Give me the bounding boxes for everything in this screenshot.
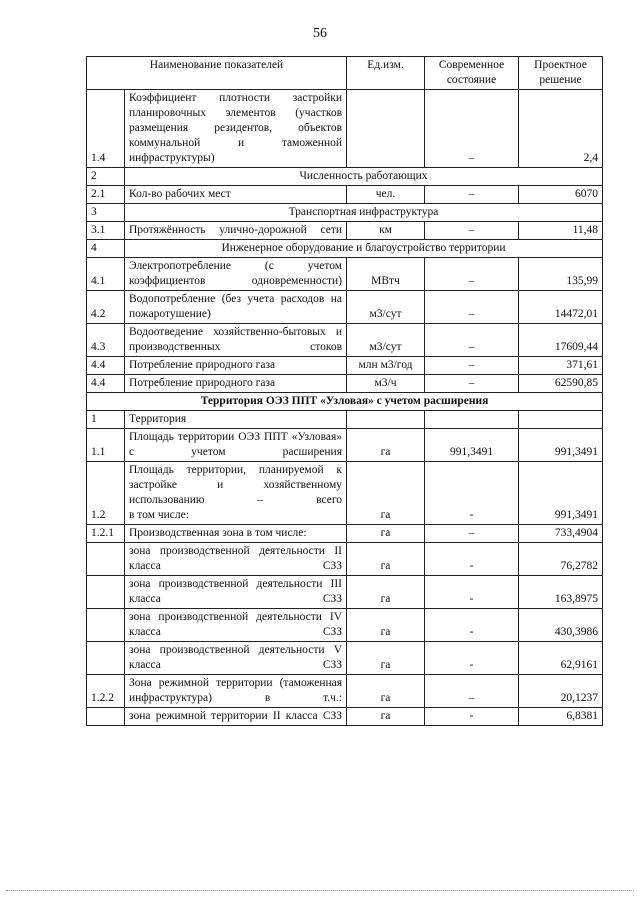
table-row <box>87 609 603 642</box>
row-project: 62,9161 <box>519 642 603 675</box>
row-current: - <box>425 609 519 642</box>
row-current: – <box>425 258 519 291</box>
row-current: - <box>425 462 519 525</box>
row-name-tail: в том числе: <box>129 509 189 521</box>
row-num: 4.1 <box>87 258 125 291</box>
table-row <box>87 222 603 240</box>
row-project: 371,61 <box>519 357 603 375</box>
row-project: 11,48 <box>519 222 603 240</box>
row-current: – <box>425 675 519 708</box>
row-project <box>519 411 603 429</box>
row-name: Электропотребление (с учетом коэффициентов одновременности) <box>125 258 347 291</box>
row-project: 163,8975 <box>519 576 603 609</box>
row-name: зона режимной территории II класса СЗЗ <box>125 708 347 726</box>
header-project: Проектное решение <box>519 57 603 90</box>
table-row <box>87 357 603 375</box>
section-title: Транспортная инфраструктура <box>125 204 603 222</box>
table-row <box>87 675 603 708</box>
row-unit: млн м3/год <box>347 357 425 375</box>
table-row <box>87 576 603 609</box>
table-row <box>87 543 603 576</box>
row-unit: га <box>347 429 425 462</box>
row-current: - <box>425 642 519 675</box>
row-name: Водопотребление (без учета расходов на пожаротушение) <box>125 291 347 324</box>
row-unit: чел. <box>347 186 425 204</box>
table-row <box>87 429 603 462</box>
row-unit: МВтч <box>347 258 425 291</box>
row-unit: га <box>347 642 425 675</box>
row-unit: га <box>347 462 425 525</box>
table-row <box>87 642 603 675</box>
row-name: зона производственной деятельности III класса СЗЗ <box>125 576 347 609</box>
row-num: 3.1 <box>87 222 125 240</box>
row-num: 4.3 <box>87 324 125 357</box>
row-name: Площадь территории, планируемой к застройке и хозяйственному использованию – всего <box>129 464 343 506</box>
row-num: 4.4 <box>87 375 125 393</box>
header-current: Современное состояние <box>425 57 519 90</box>
section-num: 2 <box>87 168 125 186</box>
table-row <box>87 525 603 543</box>
row-current: 991,3491 <box>425 429 519 462</box>
row-unit: га <box>347 708 425 726</box>
section-row <box>87 168 603 186</box>
row-name: зона производственной деятельности V класса СЗЗ <box>125 642 347 675</box>
row-project: 991,3491 <box>519 429 603 462</box>
row-num: 2.1 <box>87 186 125 204</box>
row-current: – <box>425 357 519 375</box>
row-unit: га <box>347 543 425 576</box>
row-unit: м3/сут <box>347 291 425 324</box>
row-name: Зона режимной территории (таможенная инфраструктура) в т.ч.: <box>125 675 347 708</box>
row-project: 6,8381 <box>519 708 603 726</box>
row-num: 4.4 <box>87 357 125 375</box>
section-num: 3 <box>87 204 125 222</box>
row-project: 430,3986 <box>519 609 603 642</box>
page-number: 56 <box>313 26 327 41</box>
section-row <box>87 240 603 258</box>
section-num: 4 <box>87 240 125 258</box>
table-row <box>87 411 603 429</box>
row-project: 76,2782 <box>519 543 603 576</box>
row-current <box>425 411 519 429</box>
table-row <box>87 324 603 357</box>
row-project: 991,3491 <box>519 462 603 525</box>
indicators-table <box>86 56 603 726</box>
row-current: – <box>425 186 519 204</box>
row-num <box>87 609 125 642</box>
header-unit: Ед.изм. <box>347 57 425 90</box>
row-unit: км <box>347 222 425 240</box>
row-current: – <box>425 324 519 357</box>
row-name: Потребление природного газа <box>125 375 347 393</box>
row-num: 1.1 <box>87 429 125 462</box>
section-row <box>87 204 603 222</box>
header-name: Наименование показателей <box>87 57 347 90</box>
table-row <box>87 90 603 168</box>
row-unit: га <box>347 609 425 642</box>
row-project: 17609,44 <box>519 324 603 357</box>
table-row <box>87 291 603 324</box>
table-row <box>87 462 603 525</box>
row-project: 20,1237 <box>519 675 603 708</box>
row-current: - <box>425 708 519 726</box>
section-title: Численность работающих <box>125 168 603 186</box>
row-project: 135,99 <box>519 258 603 291</box>
row-num: 1 <box>87 411 125 429</box>
row-current: – <box>425 222 519 240</box>
row-num: 1.2.1 <box>87 525 125 543</box>
row-unit: м3/сут <box>347 324 425 357</box>
row-num <box>87 543 125 576</box>
table-row <box>87 258 603 291</box>
row-name: Водоотведение хозяйственно-бытовых и производственных стоков <box>125 324 347 357</box>
row-unit <box>347 411 425 429</box>
row-num <box>87 642 125 675</box>
table-header-row <box>87 57 603 90</box>
row-project: 14472,01 <box>519 291 603 324</box>
row-num: 4.2 <box>87 291 125 324</box>
row-current: – <box>425 525 519 543</box>
row-num: 1.2.2 <box>87 675 125 708</box>
territory-heading: Территория ОЭЗ ППТ «Узловая» с учетом расширения <box>87 393 603 411</box>
row-name: Кол-во рабочих мест <box>125 186 347 204</box>
table-row <box>87 186 603 204</box>
row-current: – <box>425 375 519 393</box>
row-name: Территория <box>125 411 347 429</box>
section-title: Инженерное оборудование и благоустройство территории <box>125 240 603 258</box>
row-unit: га <box>347 675 425 708</box>
row-current: - <box>425 543 519 576</box>
row-unit: га <box>347 525 425 543</box>
row-project: 6070 <box>519 186 603 204</box>
territory-heading-row <box>87 393 603 411</box>
row-name: зона производственной деятельности IV класса СЗЗ <box>125 609 347 642</box>
row-project: 733,4904 <box>519 525 603 543</box>
row-project: 62590,85 <box>519 375 603 393</box>
row-num: 1.2 <box>87 462 125 525</box>
row-num <box>87 708 125 726</box>
table-row <box>87 708 603 726</box>
row-unit <box>347 90 425 168</box>
row-name-block <box>125 462 347 525</box>
row-num <box>87 576 125 609</box>
row-name: Площадь территории ОЭЗ ППТ «Узловая» с учетом расширения <box>125 429 347 462</box>
row-name: Потребление природного газа <box>125 357 347 375</box>
row-project: 2,4 <box>519 90 603 168</box>
row-unit: м3/ч <box>347 375 425 393</box>
row-current: – <box>425 90 519 168</box>
row-num: 1.4 <box>87 90 125 168</box>
row-name: Производственная зона в том числе: <box>125 525 347 543</box>
row-current: - <box>425 576 519 609</box>
row-name: Протяжённость улично-дорожной сети <box>125 222 347 240</box>
row-unit: га <box>347 576 425 609</box>
row-current: – <box>425 291 519 324</box>
row-name: зона производственной деятельности II класса СЗЗ <box>125 543 347 576</box>
table-row <box>87 375 603 393</box>
scan-edge-noise <box>6 890 634 891</box>
row-name: Коэффициент плотности застройки планировочных элементов (участков размещения резидентов, объектов коммунальной и таможенной инфраструктуры) <box>125 90 347 168</box>
